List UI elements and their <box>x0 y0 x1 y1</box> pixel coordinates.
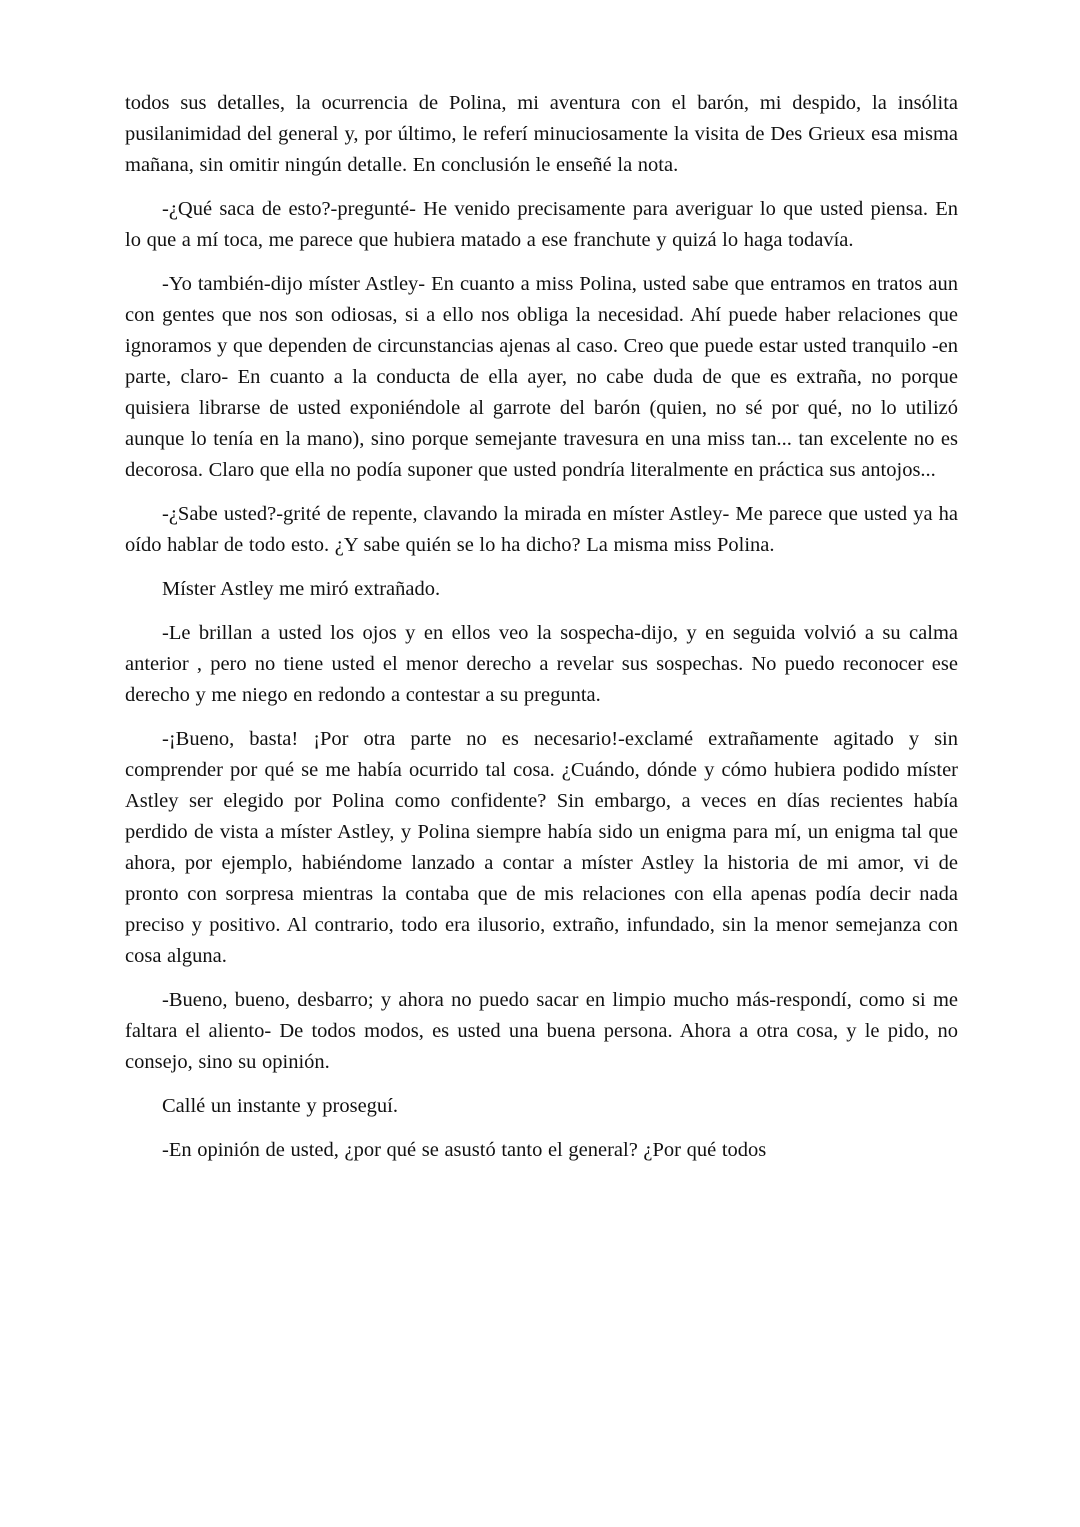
paragraph: -Yo también-dijo míster Astley- En cuanto a miss Polina, usted sabe que entramos en tratos aun con gentes que nos son odiosas, si a ello nos obliga la necesidad. Ahí puede haber relaciones que ignoramos y que dependen de circunstancias ajenas al caso. Creo que puede estar usted tranquilo -en parte, claro- En cuanto a la conducta de ella ayer, no cabe duda de que es extraña, no porque quisiera librarse de usted exponiéndole al garrote del barón (quien, no sé por qué, no lo utilizó aunque lo tenía en la mano), sino porque semejante travesura en una miss tan... tan excelente no es decorosa. Claro que ella no podía suponer que usted pondría literalmente en práctica sus antojos... <box>125 273 958 481</box>
paragraph: -En opinión de usted, ¿por qué se asustó tanto el general? ¿Por qué todos <box>162 1139 767 1161</box>
paragraph: -¿Qué saca de esto?-pregunté- He venido precisamente para averiguar lo que usted piensa. En lo que a mí toca, me parece que hubiera matado a ese franchute y quizá lo haga todavía. <box>125 198 958 251</box>
paragraph: -Le brillan a usted los ojos y en ellos veo la sospecha-dijo, y en seguida volvió a su calma anterior , pero no tiene usted el menor derecho a revelar sus sospechas. No puedo reconocer ese derecho y me niego en redondo a contestar a su pregunta. <box>125 622 958 706</box>
paragraph: -¿Sabe usted?-grité de repente, clavando la mirada en míster Astley- Me parece que usted ya ha oído hablar de todo esto. ¿Y sabe quién se lo ha dicho? La misma miss Polina. <box>125 503 958 556</box>
paragraph: -Bueno, bueno, desbarro; y ahora no puedo sacar en limpio mucho más-respondí, como si me faltara el aliento- De todos modos, es usted una buena persona. Ahora a otra cosa, y le pido, no consejo, sino su opinión. <box>125 989 958 1073</box>
paragraph: Callé un instante y proseguí. <box>162 1095 398 1117</box>
paragraph: todos sus detalles, la ocurrencia de Polina, mi aventura con el barón, mi despido, la insólita pusilanimidad del general y, por último, le referí minuciosamente la visita de Des Grieux esa misma mañana, sin omitir ningún detalle. En conclusión le enseñé la nota. <box>125 92 958 176</box>
paragraph: -¡Bueno, basta! ¡Por otra parte no es necesario!-exclamé extrañamente agitado y sin comprender por qué se me había ocurrido tal cosa. ¿Cuándo, dónde y cómo hubiera podido míster Astley ser elegido por Polina como confidente? Sin embargo, a veces en días recientes había perdido de vista a míster Astley, y Polina siempre había sido un enigma para mí, un enigma tal que ahora, por ejemplo, habiéndome lanzado a contar a míster Astley la historia de mi amor, vi de pronto con sorpresa mientras la contaba que de mis relaciones con ella apenas podía decir nada preciso y positivo. Al contrario, todo era ilusorio, extraño, infundado, sin la menor semejanza con cosa alguna. <box>125 728 958 967</box>
paragraph: Míster Astley me miró extrañado. <box>162 578 441 600</box>
